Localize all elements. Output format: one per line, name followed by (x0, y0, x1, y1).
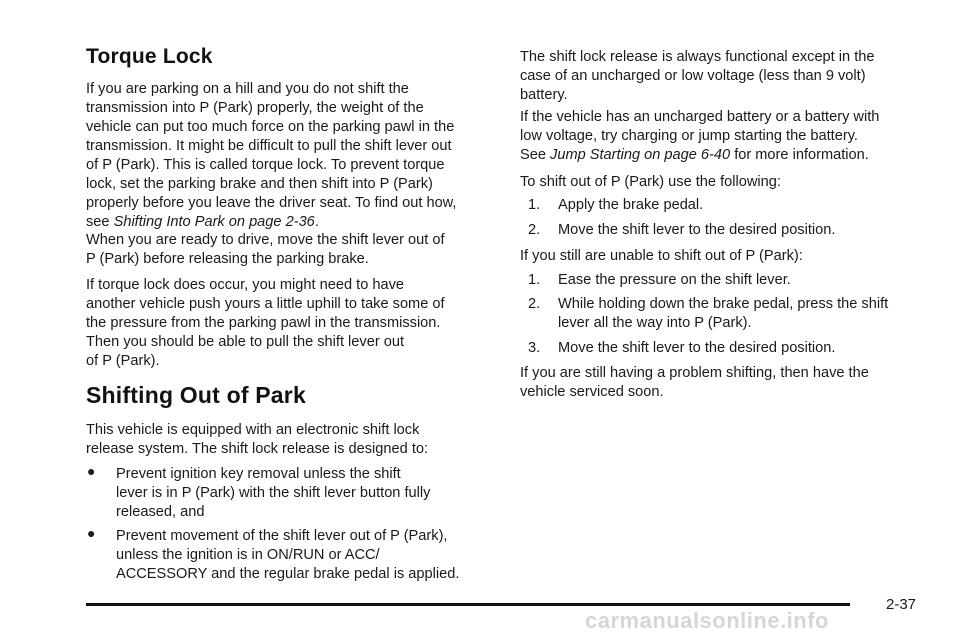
section-title-shifting-out-of-park: Shifting Out of Park (86, 382, 306, 408)
shift-paragraph-1: This vehicle is equipped with an electronic shift lock release system. The shift lock release is designed to: (86, 422, 429, 457)
right-paragraph-5: If you are still having a problem shifting, then have the vehicle serviced soon. (520, 365, 869, 400)
right-paragraph-2: If the vehicle has an uncharged battery or a battery with low voltage, try charging or jump starting the battery. See Jump Starting on page 6-40 for more information. (520, 109, 880, 163)
watermark-logo: carmanualsonline.info (585, 608, 829, 633)
bullet-icon: ● (87, 463, 96, 479)
bullet-icon: ● (87, 525, 96, 541)
torque-paragraph-2: When you are ready to drive, move the shift lever out of P (Park) before releasing the parking brake. (86, 232, 445, 267)
torque-paragraph-1: If you are parking on a hill and you do not shift the transmission into P (Park) properly, the weight of the vehicle can put too much force on the parking pawl in the transmission. It might be difficult to pull the shift lever out of P (Park). This is called torque lock. To prevent torque lock, set the parking brake and then shift into P (Park) properly before you leave the driver seat. To find out how, see Shifting Into Park on page 2-36. (86, 81, 457, 230)
cross-reference-link[interactable]: Shifting Into Park on page 2-36 (113, 214, 315, 230)
right-paragraph-1: The shift lock release is always functional except in the case of an uncharged or low voltage (less than 9 volt) battery. (520, 49, 875, 103)
section-title-torque-lock: Torque Lock (86, 45, 213, 68)
right-paragraph-4: If you still are unable to shift out of P (Park): (520, 248, 803, 264)
right-paragraph-3: To shift out of P (Park) use the following: (520, 174, 781, 190)
torque-paragraph-3: If torque lock does occur, you might need to have another vehicle push yours a little uphill to take some of the pressure from the parking pawl in the transmission. Then you should be able to pull the shift lever out of P (Park). (86, 277, 445, 369)
page-number: 2-37 (886, 596, 917, 613)
footer-rule (86, 603, 850, 606)
cross-reference-link[interactable]: Jump Starting on page 6-40 (550, 147, 731, 163)
